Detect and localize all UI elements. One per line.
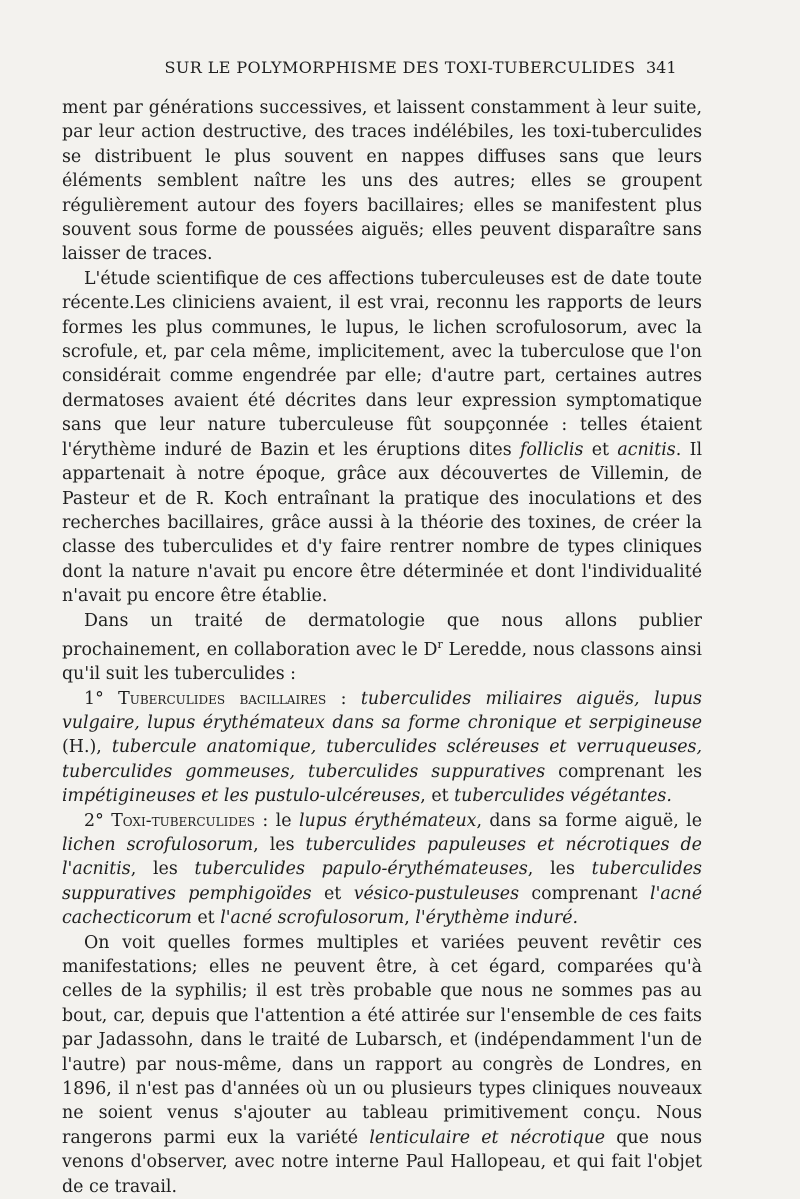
page-number: 341	[646, 58, 677, 77]
section-heading: Toxi-tuberculides	[111, 810, 255, 831]
paragraph-1: ment par générations successives, et laissent constamment à leur suite, par leur action destructive, des traces indélébiles, les toxi-tuberculides se distribuent le plus souvent en nappes diffuses sans que leurs éléments semblent naître les uns des autres; elles se groupent régulièrement autour des foyers bacillaires; elles se manifestent plus souvent sous forme de poussées aiguës; elles peuvent disparaître sans laisser de traces.	[62, 98, 702, 265]
italic-term: acnitis	[617, 439, 676, 460]
italic-term: folliclis	[519, 439, 584, 460]
paragraph-6: On voit quelles formes multiples et variées peuvent revêtir ces manifestations; elles ne peuvent être, à cet égard, comparées qu'à celles de la syphilis; il est très probable que nous ne sommes pas au bout, car, depuis que l'attention a été attirée sur l'ensemble de ces faits par Jadassohn, dans le traité de Lubarsch, et (indépendamment l'un de l'autre) par nous-même, dans un rapport au congrès de Londres, en 1896, il n'est pas d'années où un ou plusieurs types cliniques nouveaux ne soient venus s'ajouter au tableau primitivement conçu. Nous rangerons parmi eux la variété lenticulaire et nécrotique que nous venons d'observer, avec notre interne Paul Hallopeau, et qui fait l'objet de ce travail.	[62, 932, 702, 1197]
list-item-toxi: 2° Toxi-tuberculides : le lupus érythémateux, dans sa forme aiguë, le lichen scrofulosorum, les tuberculides papuleuses et nécrotiques de l'acnitis, les tuberculides papulo-érythémateuses, les tuberculides suppuratives pemphigoïdes et vésico-pustuleuses comprenant l'acné cachecticorum et l'acné scrofulosorum, l'érythème induré.	[62, 810, 703, 929]
superscript: r	[437, 637, 443, 651]
list-item-bacillaires: 1° Tuberculides bacillaires : tuberculides miliaires aiguës, lupus vulgaire, lupus érythémateux dans sa forme chronique et serpigineuse (H.), tubercule anatomique, tuberculides scléreuses et verruqueuses, tuberculides gommeuses, tuberculides suppuratives comprenant les impétigineuses et les pustulo-ulcéreuses, et tuberculides végétantes.	[62, 688, 703, 807]
section-heading: Tuberculides bacillaires	[118, 688, 327, 709]
running-header: SUR LE POLYMORPHISME DES TOXI-TUBERCULIDES	[164, 58, 636, 77]
body-text	[62, 96, 702, 1199]
paragraph-2: L'étude scientifique de ces affections tuberculeuses est de date toute récente.Les cliniciens avaient, il est vrai, reconnu les rapports de leurs formes les plus communes, le lupus, le lichen scrofulosorum, avec la scrofule, et, par cela même, implicitement, avec la tuberculose que l'on considérait comme engendrée par elle; d'autre part, certaines autres dermatoses avaient été décrites dans leur expression symptomatique sans que leur nature tuberculeuse fût soupçonnée : telles étaient l'érythème induré de Bazin et les éruptions dites folliclis et acnitis. Il appartenait à notre époque, grâce aux découvertes de Villemin, de Pasteur et de R. Koch entraînant la pratique des inoculations et des recherches bacillaires, grâce aussi à la théorie des toxines, de créer la classe des tuberculides et d'y faire rentrer nombre de types cliniques dont la nature n'avait pu encore être déterminée et dont l'individualité n'avait pu encore être établie.	[62, 268, 703, 607]
paragraph-3: Dans un traité de dermatologie que nous allons publier prochainement, en collaboration avec le $D^r$ Leredde, nous classons ainsi qu'il suit les tuberculides :	[62, 610, 702, 685]
